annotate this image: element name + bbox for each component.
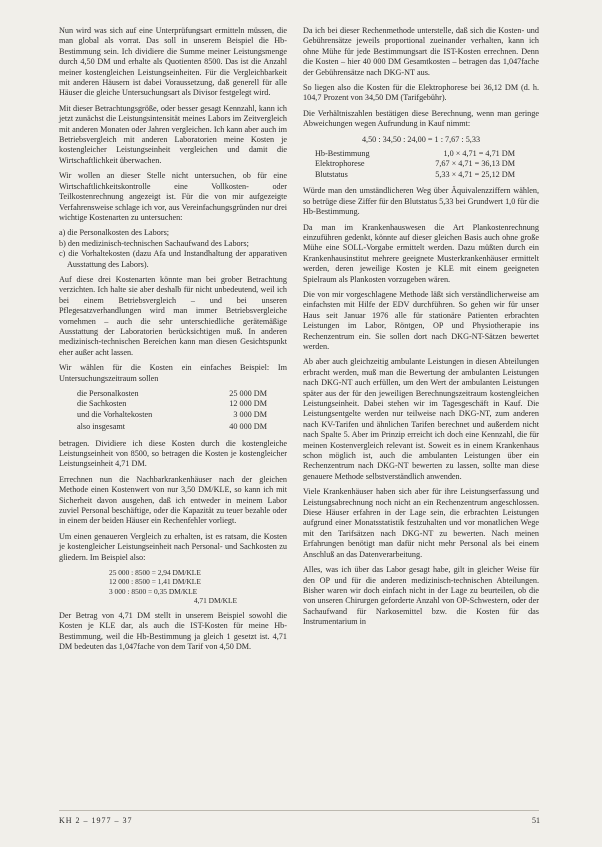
paragraph: Würde man den umständlicheren Weg über Äquivalenzziffern wählen, so betrüge diese Ziffer für den Blutstatus 5,33 bei Grundwert 1,0 für die Hb-Bestimmung. bbox=[303, 186, 539, 217]
cost-amount: 25 000 DM bbox=[229, 389, 267, 398]
alloc-label: Elektrophorese bbox=[315, 159, 365, 169]
paragraph: Die Verhältniszahlen bestätigen diese Berechnung, wenn man geringe Abweichungen wegen Aufrundung in Kauf nimmt: bbox=[303, 108, 539, 129]
paragraph: Alles, was ich über das Labor gesagt habe, gilt in gleicher Weise für den OP und für die anderen medizinisch-technischen Abteilungen. Bisher waren wir doch einfach nicht in der Lage zu beurteilen, ob die von unseren Chirurgen geforderte Anzahl von OP-Schwestern, oder der Sachaufwand für Narkosemittel bzw. die Kosten für das Instrumentarium in bbox=[303, 565, 539, 627]
left-column bbox=[59, 26, 287, 658]
right-column bbox=[303, 26, 539, 633]
cost-label: und die Vorhaltekosten bbox=[77, 409, 153, 419]
cost-total-amount: 40 000 DM bbox=[229, 422, 267, 432]
paragraph: Der Betrag von 4,71 DM stellt in unserem Beispiel sowohl die Kosten je KLE dar, als auch die IST-Kosten für meine Hb-Bestimmung, weil die Hb-Bestimmung ja gleich 1 gesetzt ist. 4,71 DM bedeuten das 1,047fache von dem Tarif von 4,50 DM. bbox=[59, 610, 287, 652]
table-row bbox=[315, 159, 515, 169]
paragraph: Wir wollen an dieser Stelle nicht untersuchen, ob für eine Wirtschaftlichkeitskontrolle eine Vollkosten- oder Teilkostenrechnung angezeigt ist. Für die von mir aufgezeigte Verfahrensweise schlage ich vor, aus Vereinfachungsgründen nur drei wichtige Kostenarten zu untersuchen: bbox=[59, 171, 287, 222]
formula-block bbox=[109, 568, 287, 605]
table-row bbox=[315, 170, 515, 180]
paragraph: betragen. Dividiere ich diese Kosten durch die kostengleiche Leistungseinheit von 8500, so betragen die Kosten je kostengleicher Leistungseinheit 4,71 DM. bbox=[59, 438, 287, 469]
cost-table bbox=[77, 389, 267, 433]
formula-line bbox=[109, 587, 287, 596]
list-item: b) den medizinisch-technischen Sachaufwand des Labors; bbox=[59, 238, 249, 248]
cost-amount: 3 000 DM bbox=[233, 409, 267, 419]
paragraph: Die von mir vorgeschlagene Methode läßt sich verständlicherweise am einfachsten mit Hilfe der EDV durchführen. So gehen wir für unser Haus seit Januar 1976 alle für stationäre Patienten erbrachten Leistungen im Labor, Röntgen, OP und Physiotherapie ins Rechenzentrum ein. Sie sollen dort nach DKG-NT-Sätzen bewertet werden. bbox=[303, 289, 539, 351]
paragraph: Nun wird was sich auf eine Unterprüfungsart ermitteln müssen, die man global als vorrat. Das soll in unserem Beispiel die Hb-Bestimmung sein. Ich dividiere die Summe meiner Leistungsmenge durch 4,50 DM und erhalte als Quotienten 8500. Das ist die Anzahl meiner kostengleichen Leistungseinheiten. Für die Vergleichbarkeit mit anderen Häusern ist dabei Voraussetzung, daß generell für alle Häuser die gleiche Untersuchungsart als Divisor festgelegt wird. bbox=[59, 26, 287, 98]
cost-type-list bbox=[59, 228, 287, 270]
journal-reference: KH 2 – 1977 – 37 bbox=[59, 816, 133, 825]
paragraph: Ab aber auch gleichzeitig ambulante Leistungen in diesen Abteilungen erbracht werden, muß man die Bewertung der ambulanten Leistungen nach DKG-NT auch erfüllen, um den Wert der ambulanten Leistungen später aus der für den jeweiligen Berechnungszeitraum kostengleichen Leistungseinheit. Dabei stehen wir im Tagesgeschäft in Kauf. Die Leistungsentgelte werden nur teilweise nach DKG-NT, zum anderen nach KV-Tarifen und ähnlichen Tarifen berechnet und außerdem nicht nach Spalte 5. Aber im Prinzip erreicht ich doch eine Kennzahl, die für meinen Kostenvergleich relevant ist. Soweit es in einem Krankenhaus schon möglich ist, auch die ambulanten Leistungen über ein Rechenzentrum nach DKG-NT bewerten zu lassen, sollte man diese genauere Methode selbstverständlich anwenden. bbox=[303, 357, 539, 481]
cost-total-label: also insgesamt bbox=[77, 422, 125, 432]
table-row bbox=[77, 399, 267, 409]
cost-label: die Personalkosten bbox=[77, 389, 139, 398]
formula-expr: 3 000 : 8500 = bbox=[109, 586, 155, 596]
alloc-label: Blutstatus bbox=[315, 169, 348, 179]
list-item: c) die Vorhaltekosten (dazu Afa und Instandhaltung der apparativen Ausstattung des Labors). bbox=[59, 249, 287, 269]
table-row bbox=[77, 389, 267, 399]
alloc-calc: 1,0 × 4,71 = 4,71 DM bbox=[443, 149, 515, 159]
formula-line bbox=[109, 577, 287, 586]
list-item: a) die Personalkosten des Labors; bbox=[59, 228, 170, 238]
paragraph: Mit dieser Betrachtungsgröße, oder besser gesagt Kennzahl, kann ich jetzt zunächst die Leistungsintensität meines Labors im Zeitvergleich mit anderen Monaten oder Jahren vergleichen. Ich kann aber auch im Betriebsvergleich mit anderen Laboratorien meine Kosten je kostengleicher Leistungseinheit vergleichen und damit die Wirtschaftlichkeit überwachen. bbox=[59, 103, 287, 165]
alloc-label: Hb-Bestimmung bbox=[315, 149, 370, 159]
allocation-table bbox=[315, 149, 515, 180]
table-row-total bbox=[77, 420, 267, 432]
paragraph: Errechnen nun die Nachbarkrankenhäuser nach der gleichen Methode einen Kostenwert von nur 3,50 DM/KLE, so kann ich mit Sicherheit davon ausgehen, daß ich entweder in meinem Labor zuviel Personal beschäftige, oder die Kapazität zu teuer bezahle oder in einem der beiden Häuser ein Rechenfehler vorliegt. bbox=[59, 474, 287, 526]
footer-divider bbox=[59, 810, 539, 811]
cost-label: die Sachkosten bbox=[77, 399, 127, 409]
paragraph: Um einen genaueren Vergleich zu erhalten, ist es ratsam, die Kosten je kostengleicher Leistungseinheit nach Personal- und Sachkosten zu gliedern. Im Beispiel also: bbox=[59, 531, 287, 562]
page-number: 51 bbox=[532, 816, 540, 825]
paragraph: Da ich bei dieser Rechenmethode unterstelle, daß sich die Kosten- und Gebührensätze jeweils proportional zueinander verhalten, kann ich ohne Mühe für jede Bestimmungsart die IST-Kosten errechnen. Denn die Kosten – hier 40 000 DM Gesamtkosten – betragen das 1,047fache der Gebührensätze nach DKG-NT aus. bbox=[303, 26, 539, 77]
formula-expr: 25 000 : 8500 = bbox=[109, 568, 158, 578]
paragraph: Viele Krankenhäuser haben sich aber für ihre Leistungserfassung und Leistungsabrechnung noch nicht an ein Rechenzentrum angeschlossen. Diese Häuser erfahren in der Lage sein, die erbrachten Leistungen aufgrund einer Monatsstatistik festzuhalten und vor monatlichen Wege mit den Tarifsätzen nach DKG-NT zu bewerten. Nach meinen Erfahrungen benötigt man dafür nicht mehr Personal als bei einem Anschluß an das Datenverarbeitung. bbox=[303, 487, 539, 559]
formula-expr: 12 000 : 8500 = bbox=[109, 577, 158, 587]
paragraph: So liegen also die Kosten für die Elektrophorese bei 36,12 DM (d. h. 104,7 Prozent von 34,50 DM (Tarifgebühr). bbox=[303, 83, 539, 103]
alloc-calc: 5,33 × 4,71 = 25,12 DM bbox=[435, 169, 515, 179]
formula-result: 1,41 DM/KLE bbox=[157, 577, 201, 587]
paragraph: Da man im Krankenhauswesen die Art Plankostenrechnung einzuführen gedenkt, könnte auf dieser gleichen Basis auch ohne große Mühe eine SOLL-Vorgabe ermittelt werden. Dazu müßten durch ein Krankenhausinstitut mehrere geeignete Musterkrankenhäuser ermittelt werden, deren jeweilige Kosten je KLE mit einem geeigneten Spielraum als Plankosten vorzugeben wären. bbox=[303, 222, 539, 284]
formula-total: 4,71 DM/KLE bbox=[193, 595, 237, 605]
formula-result: 2,94 DM/KLE bbox=[157, 568, 201, 578]
alloc-calc: 7,67 × 4,71 = 36,13 DM bbox=[435, 159, 515, 169]
formula-line bbox=[109, 568, 287, 577]
ratio-line: 4,50 : 34,50 : 24,00 = 1 : 7,67 : 5,33 bbox=[361, 134, 481, 144]
table-row bbox=[77, 410, 267, 420]
paragraph: Wir wählen für die Kosten ein einfaches Beispiel: Im Untersuchungszeitraum sollen bbox=[59, 363, 287, 383]
paragraph: Auf diese drei Kostenarten könnte man bei grober Betrachtung verzichten. Ich halte sie aber deshalb für nicht unbedeutend, weil ich bei einem Betriebsvergleich – und bei unseren Pflegesatzverhandlungen wird man immer Betriebsvergleiche vornehmen – auch die sehr unterschiedliche gerätemäßige Ausstattung der Laboratorien berücksichtigen muß. In anderen medizinisch-technischen Bereichen kann man diesen Gesichtspunkt eher außer acht lassen. bbox=[59, 274, 287, 357]
table-row bbox=[315, 149, 515, 159]
formula-result: 0,35 DM/KLE bbox=[154, 586, 198, 596]
cost-amount: 12 000 DM bbox=[229, 399, 267, 409]
